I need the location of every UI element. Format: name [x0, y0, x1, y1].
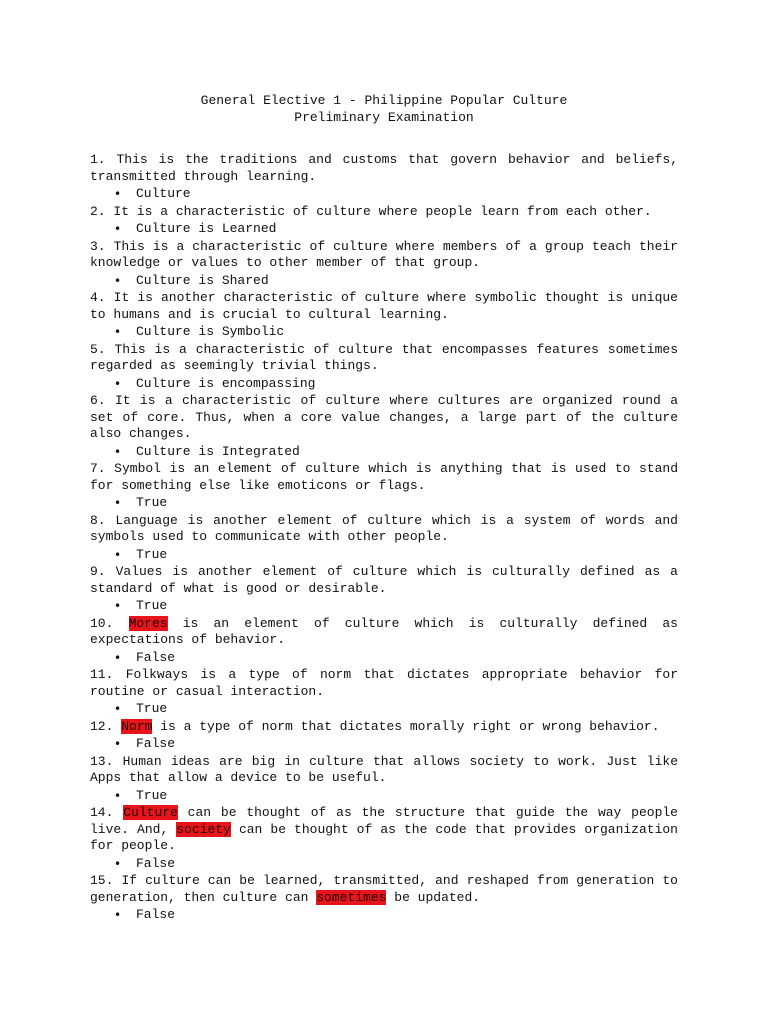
answer-bullet: • True [90, 547, 678, 564]
question-item-1 [90, 152, 678, 203]
question-text [90, 239, 678, 272]
question-text-part: 3. This is a characteristic of culture where members of a group teach their knowledge or values to other member of that group. [90, 238, 678, 270]
question-item-2 [90, 204, 678, 238]
answer-bullet: • False [90, 856, 678, 873]
question-text-part: can be thought of as the structure that guide the way people live. And, [90, 805, 678, 837]
question-text-part: 13. Human ideas are big in culture that allows society to work. Just like Apps that allow a device to be useful. [90, 753, 678, 785]
question-text-part: 15. If culture can be learned, transmitted, and reshaped from generation to generation, then culture can [90, 873, 678, 905]
question-text-part: can be thought of as the code that provides organization for people. [90, 821, 678, 853]
question-item-3 [90, 239, 678, 290]
answer-bullet: • Culture is Symbolic [90, 324, 678, 341]
question-text [90, 290, 678, 323]
answer-bullet: • False [90, 907, 678, 924]
question-item-6 [90, 393, 678, 460]
question-text [90, 342, 678, 375]
answer-bullet: • Culture is encompassing [90, 376, 678, 393]
question-text-part: 12. [90, 718, 122, 734]
highlighted-word: Mores [128, 615, 168, 631]
question-item-4 [90, 290, 678, 341]
question-text-part: be updated. [386, 889, 481, 905]
answer-bullet: • Culture [90, 186, 678, 203]
question-text [90, 152, 678, 185]
question-text-part: 11. Folkways is a type of norm that dictates appropriate behavior for routine or casual interaction. [90, 667, 678, 699]
highlighted-word: Culture [123, 805, 178, 820]
answer-bullet: • True [90, 701, 678, 718]
question-text [90, 393, 678, 443]
question-text [90, 805, 678, 855]
question-item-9 [90, 564, 678, 615]
answer-bullet: • Culture is Integrated [90, 444, 678, 461]
question-text-part: 2. It is a characteristic of culture where people learn from each other. [90, 203, 652, 219]
question-text-part: 10. [90, 615, 129, 631]
highlighted-word: Norm [121, 718, 153, 734]
question-item-5 [90, 342, 678, 393]
document-header [0, 93, 768, 126]
question-text-part: 9. Values is another element of culture which is culturally defined as a standard of what is good or desirable. [90, 564, 678, 596]
question-text-part: 6. It is a characteristic of culture where cultures are organized round a set of core. Thus, when a core value changes, a large part of the culture also changes. [90, 393, 678, 441]
question-text [90, 754, 678, 787]
answer-bullet: • False [90, 650, 678, 667]
question-item-12 [90, 719, 678, 753]
question-item-10 [90, 616, 678, 667]
answer-bullet: • Culture is Learned [90, 221, 678, 238]
question-item-7 [90, 461, 678, 512]
answer-bullet: • Culture is Shared [90, 273, 678, 290]
answer-bullet: • True [90, 598, 678, 615]
question-text [90, 616, 678, 649]
question-item-13 [90, 754, 678, 805]
question-item-14 [90, 805, 678, 872]
question-text-part: 14. [90, 805, 124, 820]
question-item-8 [90, 513, 678, 564]
answer-bullet: • False [90, 736, 678, 753]
question-text [90, 461, 678, 494]
question-text [90, 873, 678, 906]
highlighted-word: society [176, 821, 231, 837]
question-item-11 [90, 667, 678, 718]
question-text [90, 719, 678, 736]
question-text-part: 8. Language is another element of culture which is a system of words and symbols used to communicate with other people. [90, 512, 678, 544]
answer-bullet: • True [90, 495, 678, 512]
question-text [90, 204, 678, 221]
question-list [90, 152, 678, 925]
question-text-part: 7. Symbol is an element of culture which is anything that is used to stand for something else like emoticons or flags. [90, 461, 678, 493]
question-item-15 [90, 873, 678, 924]
question-text-part: 1. This is the traditions and customs that govern behavior and beliefs, transmitted through learning. [90, 152, 678, 184]
question-text [90, 513, 678, 546]
highlighted-word: sometimes [316, 889, 387, 905]
document-title: General Elective 1 - Philippine Popular Culture [200, 93, 568, 108]
question-text-part: is a type of norm that dictates morally right or wrong behavior. [152, 718, 660, 734]
document-subtitle: Preliminary Examination [294, 109, 474, 125]
question-text [90, 564, 678, 597]
question-text-part: 5. This is a characteristic of culture that encompasses features sometimes regarded as seemingly trivial things. [90, 341, 678, 373]
question-text-part: 4. It is another characteristic of culture where symbolic thought is unique to humans and is crucial to cultural learning. [90, 290, 678, 322]
question-text-part: is an element of culture which is culturally defined as expectations of behavior. [90, 615, 678, 647]
answer-bullet: • True [90, 788, 678, 805]
question-text [90, 667, 678, 700]
